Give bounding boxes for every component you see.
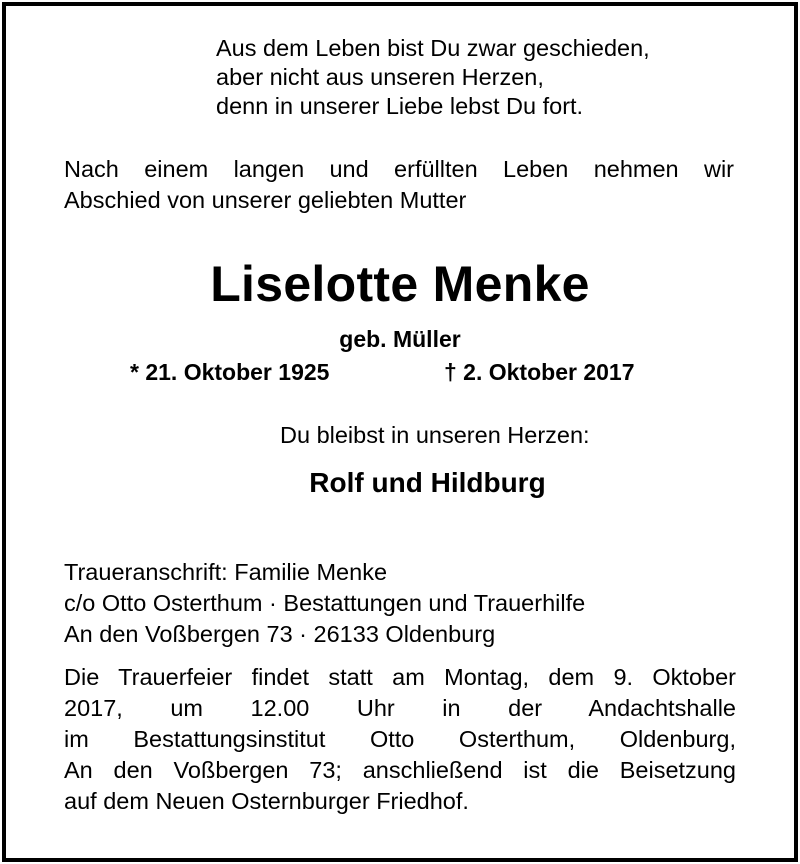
service-line: 2017, um 12.00 Uhr in der Andachtshalle (64, 695, 736, 721)
birth-name: geb. Müller (339, 326, 461, 352)
poem-line: Aus dem Leben bist Du zwar geschieden, (216, 35, 650, 61)
intro-line: Abschied von unserer geliebten Mutter (64, 187, 467, 213)
death-date: † 2. Oktober 2017 (444, 359, 635, 385)
poem-line: denn in unserer Liebe lebst Du fort. (216, 93, 584, 119)
service-line: auf dem Neuen Osternburger Friedhof. (64, 788, 469, 814)
address-line: c/o Otto Osterthum · Bestattungen und Trauerhilfe (64, 590, 586, 616)
intro-line: Nach einem langen und erfüllten Leben nehmen wir (64, 156, 734, 182)
mourning-address (64, 557, 585, 650)
service-line: Die Trauerfeier findet statt am Montag, dem 9. Oktober (64, 664, 736, 690)
address-line: An den Voßbergen 73 · 26133 Oldenburg (64, 621, 496, 647)
funeral-service-info (64, 662, 736, 817)
mourners-intro: Du bleibst in unseren Herzen: (280, 422, 590, 448)
poem (216, 34, 650, 121)
mourners-names: Rolf und Hildburg (309, 467, 546, 498)
service-line: An den Voßbergen 73; anschließend ist die Beisetzung (64, 757, 736, 783)
intro-text (64, 154, 734, 216)
address-line: Traueranschrift: Familie Menke (64, 559, 388, 585)
service-line: im Bestattungsinstitut Otto Osterthum, Oldenburg, (64, 726, 736, 752)
poem-line: aber nicht aus unseren Herzen, (216, 64, 544, 90)
birth-date: * 21. Oktober 1925 (130, 359, 330, 385)
deceased-name: Liselotte Menke (210, 256, 590, 312)
